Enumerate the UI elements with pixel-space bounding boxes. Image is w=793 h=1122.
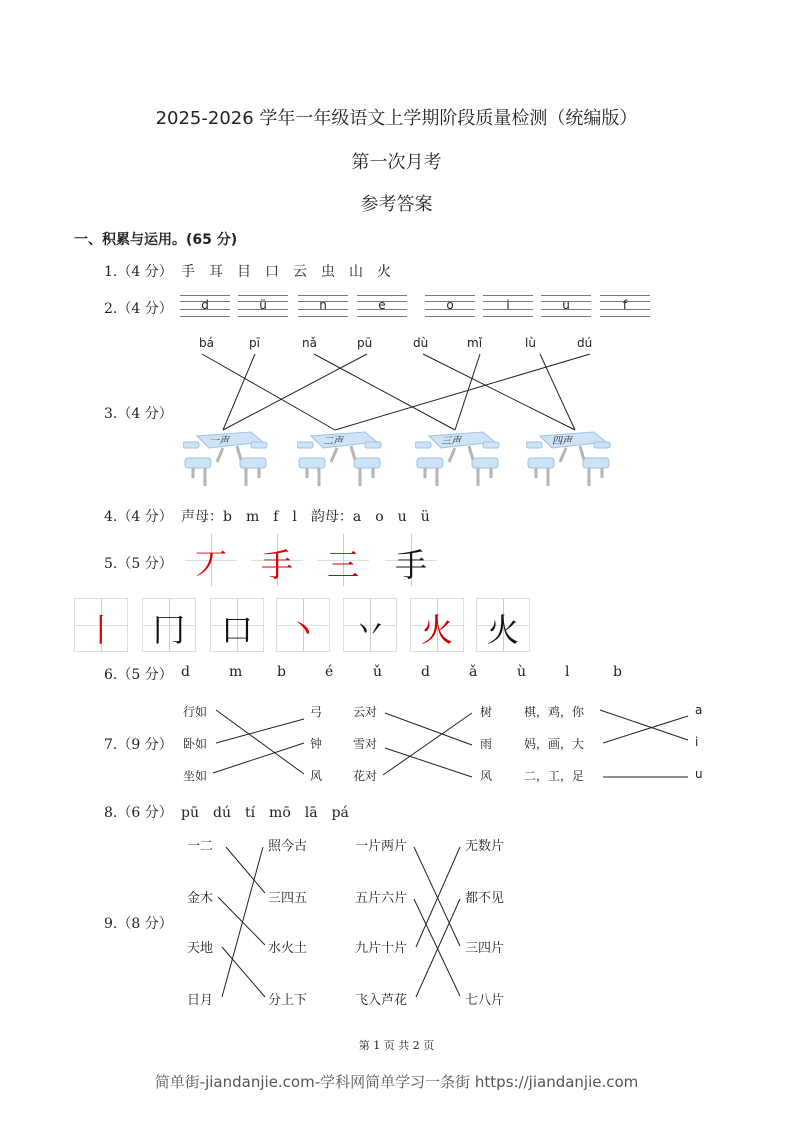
q8-label: 8.（6 分） [104,805,173,821]
phrase-b: 三四五 [268,891,308,906]
stroke-grid [142,598,196,652]
phrase-mid: 花对 [353,769,378,783]
q4-label: 4.（4 分） [104,509,173,525]
vowel-target: i [695,735,699,749]
phrase-c: 一片两片 [355,839,408,854]
stroke-grid [316,533,370,587]
pinyin-label: dú [577,336,593,350]
grid-letter: o [446,298,454,312]
stroke-char: 丨 [84,611,117,649]
q3-label: 3.（4 分） [104,406,173,422]
stroke-char: 丶 [286,611,319,649]
answer-letter: m [229,664,243,680]
watermark: 简单街-jiandanjie.com-学科网简单学习一条街 https://jiandanjie.com [154,1073,639,1091]
stroke-char: 丆 [194,546,227,584]
stroke-char: 丷 [353,611,386,649]
stroke-grid [476,598,530,652]
pinyin-label: pī [249,336,260,350]
phrase-d: 都不见 [465,891,505,906]
section-heading: 一、积累与运用。(65 分) [74,232,238,248]
vowel-target: a [695,703,703,717]
phrase-c: 飞入芦花 [355,993,408,1008]
table-label: 二声 [323,436,343,447]
pinyin-label: bá [199,336,214,350]
stroke-grid [250,533,304,587]
grid-letter: i [506,298,510,312]
phrase-d: 无数片 [465,839,505,854]
doc-title: 2025-2026 学年一年级语文上学期阶段质量检测（统编版） [155,108,638,129]
phrase-mid-target: 雨 [480,737,493,751]
phrase-left-target: 弓 [310,705,323,719]
pinyin-label: dù [413,336,429,350]
phrase-mid: 雪对 [353,737,378,751]
q4-answer: 声母：b m f l 韵母：a o u ü [181,509,430,525]
pinyin-label: nǎ [302,336,317,350]
phrase-b: 水火土 [268,941,308,956]
table-label: 四声 [552,436,572,447]
pinyin-label: pū [357,336,373,350]
doc-subtitle-answer: 参考答案 [360,194,433,215]
q1-label: 1.（4 分） [104,264,173,280]
answer-letter: ǎ [469,664,478,680]
stroke-char: 手 [260,546,293,584]
phrase-c: 九片十片 [355,941,408,956]
answer-letter: b [613,664,622,680]
q5-label: 5.（5 分） [104,556,173,572]
char-group: 二，工，足 [524,769,585,783]
pinyin-label: lù [525,336,536,350]
table-label: 一声 [209,436,229,447]
stroke-grid [343,598,397,652]
phrase-b: 分上下 [268,993,308,1008]
answer-letter: é [325,664,334,680]
page-number: 第 1 页 共 2 页 [358,1039,435,1052]
phrase-a: 一二 [187,839,214,854]
q1-answer: 手 耳 目 口 云 虫 山 火 [181,264,391,280]
vowel-target: u [695,767,703,781]
answer-letter: d [181,664,190,680]
answer-letter: ǔ [373,664,383,680]
q8-answer: pū dú tí mō lā pá [181,805,349,821]
q9-label: 9.（8 分） [104,916,173,932]
q6-label: 6.（5 分） [104,667,173,683]
phrase-left: 行如 [183,705,208,719]
phrase-left: 卧如 [183,737,208,751]
phrase-left: 坐如 [183,769,208,783]
stroke-grid [276,598,330,652]
answer-letter: d [421,664,430,680]
phrase-d: 七八片 [465,993,505,1008]
grid-letter: n [319,298,327,312]
phrase-mid-target: 树 [480,705,493,719]
phrase-left-target: 风 [310,769,323,783]
answer-letter: l [565,664,570,680]
phrase-left-target: 钟 [310,737,323,751]
char-group: 棋，鸡，你 [524,705,585,719]
stroke-grid [74,598,128,652]
stroke-char: 火 [420,611,453,649]
grid-letter: d [201,298,209,312]
stroke-char: 冂 [152,611,185,649]
phrase-d: 三四片 [465,941,505,956]
char-group: 妈，画，大 [524,737,585,751]
grid-letter: ü [259,298,267,312]
phrase-a: 日月 [187,993,214,1008]
phrase-b: 照今古 [268,839,308,854]
answer-letter: ù [517,664,527,680]
grid-letter: f [622,298,628,312]
stroke-grid [184,533,238,587]
stroke-grid [210,598,264,652]
phrase-mid-target: 风 [480,769,493,783]
phrase-a: 金木 [187,891,214,906]
table-label: 三声 [441,436,461,447]
phrase-mid: 云对 [353,705,378,719]
phrase-c: 五片六片 [355,891,408,906]
phrase-a: 天地 [187,941,214,956]
stroke-grid [384,533,438,587]
grid-letter: u [562,298,570,312]
q2-label: 2.（4 分） [104,301,173,317]
answer-letter: b [277,664,286,680]
q7-label: 7.（9 分） [104,737,173,753]
pinyin-label: mǐ [467,336,483,350]
stroke-char: 口 [220,611,253,649]
stroke-grid [410,598,464,652]
stroke-char: 三 [326,546,359,584]
doc-subtitle: 第一次月考 [351,152,442,173]
stroke-char: 火 [486,611,519,649]
stroke-char: 手 [394,546,427,584]
grid-letter: e [378,298,386,312]
